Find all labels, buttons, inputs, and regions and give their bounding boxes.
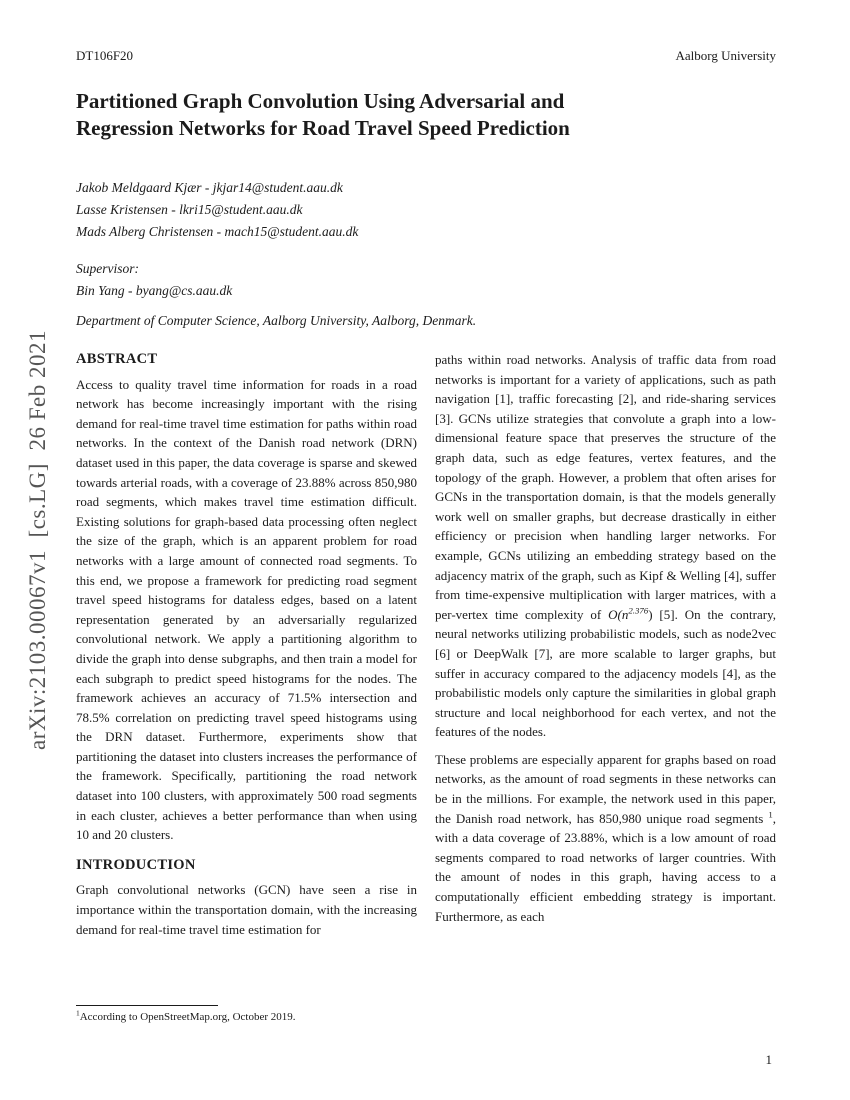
footnote-marker: 1: [76, 1008, 80, 1018]
paragraph-text: These problems are especially apparent for graphs based on road networks, as the amount of road segments in these networks can be in the millions. For example, the network used in this paper, the Danish road network, has 850,980 unique road segments: [435, 751, 776, 826]
page-number: 1: [765, 1052, 772, 1067]
supervisor-label: Supervisor:: [76, 261, 139, 276]
author-line: Lasse Kristensen - lkri15@student.aau.dk: [76, 202, 303, 217]
footnote-reference: 1: [768, 809, 773, 820]
right-column-paragraph-1: [435, 350, 776, 742]
arxiv-watermark: arXiv:2103.00067v1 [cs.LG] 26 Feb 2021: [25, 330, 50, 750]
header-university: Aalborg University: [675, 48, 776, 63]
author-block: [76, 177, 358, 243]
footnote-text-line: [76, 1010, 417, 1025]
supervisor-block: [76, 258, 232, 302]
page-header: [76, 48, 776, 64]
footnote-text: According to OpenStreetMap.org, October 2019.: [79, 1011, 296, 1023]
paper-title: [76, 88, 756, 142]
right-column: [435, 350, 776, 939]
right-column-paragraph-2: [435, 750, 776, 926]
left-column: [76, 350, 417, 939]
abstract-paragraph: Access to quality travel time information for roads in a road network has become increasingly important with the rising demand for real-time travel time estimation for paths within road networks. In the context of the Danish road network (DRN) dataset used in this paper, the data coverage is sparse and skewed towards arterial roads, with a coverage of 23.88% across 850,980 road segments, which makes travel time estimation difficult. Existing solutions for graph-based data processing often neglect the size of the graph, which is an apparent problem for road networks with a large amount of connected road segments. To this end, we propose a framework for predicting road segment travel speed histograms for dataless edges, based on a latent representation generated by an adversarially regularized convolutional network. We apply a partitioning algorithm to divide the graph into dense subgraphs, and then train a model for each subgraph to predict speed histograms for the nodes. The framework achieves an accuracy of 71.5% intersection and 78.5% correlation on predicting travel speed histograms using the DRN dataset. Furthermore, experiments show that partitioning the dataset into clusters increases the performance of the framework. Specifically, partitioning the road network dataset into 100 clusters, with approximately 500 road segments in each cluster, achieves a better performance than when using 10 and 20 clusters.: [76, 376, 417, 843]
math-complexity: O(n: [608, 606, 629, 622]
header-course-code: DT106F20: [76, 48, 134, 63]
introduction-paragraph: Graph convolutional networks (GCN) have seen a rise in importance within the transportation domain, with the increasing demand for real-time travel time estimation for: [76, 882, 417, 937]
department-line: Department of Computer Science, Aalborg University, Aalborg, Denmark.: [76, 313, 477, 328]
footnote-rule: [76, 1005, 218, 1006]
supervisor-name: Bin Yang - byang@cs.aau.dk: [76, 283, 233, 298]
math-exponent: 2.376: [628, 605, 649, 616]
paper-title-line-1: Partitioned Graph Convolution Using Adversarial and: [76, 89, 565, 113]
paragraph-text: paths within road networks. Analysis of traffic data from road networks is important for a variety of applications, such as path navigation [1], traffic forecasting [2], and ride-sharing services [3]. GCNs utilize strategies that convolute a graph into a low-dimensional feature space that preserves the structure of the graph data, such as edge features, vertex features, and the topology of the graph. However, a problem that often arises for GCNs in the transportation domain, is that the models generally work well on smaller graphs, but decrease drastically in either efficiency or precision when handling larger networks. For example, GCNs utilizing an embedding strategy based on the adjacency matrix of the graph, such as Kipf & Welling [4], suffer from time-expensive multiplication with larger matrices, with a per-vertex time complexity of: [435, 352, 776, 622]
introduction-heading: INTRODUCTION: [76, 856, 196, 873]
author-line: Jakob Meldgaard Kjær - jkjar14@student.aau.dk: [76, 180, 343, 195]
paragraph-text: ) [5]. On the contrary, neural networks utilizing probabilistic models, such as node2vec [6] or DeepWalk [7], are more scalable to larger graphs, but suffer in accuracy compared to the adjacency models [4], as the probabilistic models only capture the similarities in global graph structure and local neighborhood for each vertex, and not the features of the nodes.: [435, 606, 776, 740]
two-column-body: [76, 350, 776, 939]
paper-title-line-2: Regression Networks for Road Travel Speed Prediction: [76, 116, 570, 140]
abstract-heading: ABSTRACT: [76, 351, 158, 367]
author-line: Mads Alberg Christensen - mach15@student.aau.dk: [76, 224, 359, 239]
paragraph-text: , with a data coverage of 23.88%, which is a low amount of road segments compared to road networks of larger countries. With the amount of nodes in this graph, having access to a computationally efficient embedding strategy is important. Furthermore, as each: [435, 810, 776, 924]
footnote: [76, 1005, 417, 1025]
